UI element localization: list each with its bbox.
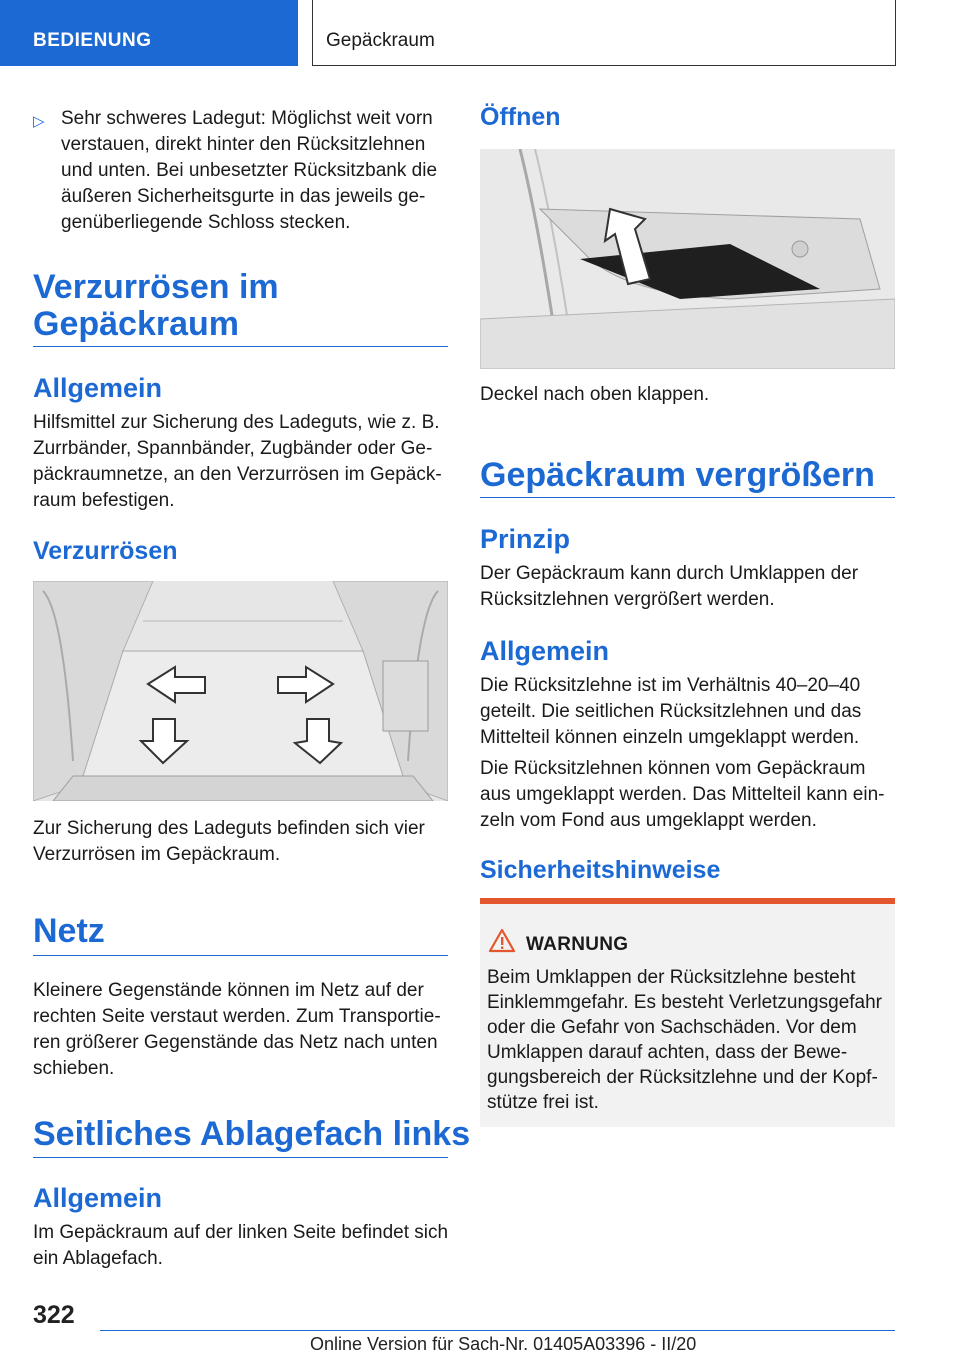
- trunk-illustration: [33, 581, 448, 801]
- paragraph-verzurroesen: Zur Sicherung des Ladeguts befinden sich vier Verzurrösen im Gepäckraum.: [33, 818, 425, 865]
- page-number: 322: [33, 1301, 75, 1329]
- subheading-allgemein-right: Allgemein: [480, 636, 610, 666]
- heading-ablagefach: Seitliches Ablagefach links: [33, 1115, 471, 1153]
- triangle-bullet-icon: ▷: [33, 113, 45, 130]
- section-label: BEDIENUNG: [33, 30, 152, 51]
- heading-vergroessern: Gepäckraum vergrößern: [480, 456, 875, 494]
- warning-box: [480, 898, 895, 1127]
- heading-netz: Netz: [33, 912, 105, 950]
- chapter-header: [312, 0, 896, 66]
- subheading-allgemein: Allgemein: [33, 373, 163, 403]
- paragraph-ablagefach: Im Gepäckraum auf der linken Seite befindet sich ein Ablagefach.: [33, 1222, 449, 1269]
- heading-rule: [480, 497, 895, 498]
- warning-text: Beim Umklappen der Rücksitzlehne besteht Einklemmgefahr. Es besteht Verletzungsgefahr oder die Gefahr von Sachschäden. Vor dem Umklappen darauf achten, dass der Bewegungsbereich der Rücksitzlehne und der Kopfstütze frei ist.: [487, 967, 883, 1113]
- warning-triangle-icon: [488, 928, 516, 954]
- subheading-prinzip: Prinzip: [480, 524, 571, 554]
- paragraph-allgemein: Hilfsmittel zur Sicherung des Ladeguts, wie z. B. Zurrbänder, Spannbänder, Zugbänder oder Gepäckraumnetze, an den Verzurrösen im Gepäckraum befestigen.: [33, 412, 442, 511]
- subheading-allgemein-ablage: Allgemein: [33, 1183, 163, 1213]
- warning-title: WARNUNG: [526, 934, 629, 955]
- paragraph-prinzip: Der Gepäckraum kann durch Umklappen der Rücksitzlehnen vergrößert werden.: [480, 563, 859, 610]
- bullet-item: [33, 106, 448, 236]
- subheading-sicherheitshinweise: Sicherheitshinweise: [480, 856, 721, 884]
- heading-verzurroesen-line2: Gepäckraum: [33, 305, 239, 343]
- subheading-verzurroesen: Verzurrösen: [33, 537, 178, 565]
- heading-rule: [33, 346, 448, 347]
- heading-verzurroesen-line1: Verzurrösen im: [33, 268, 279, 306]
- subheading-oeffnen: Öffnen: [480, 103, 561, 131]
- footer-text: Online Version für Sach-Nr. 01405A03396 - II/20: [310, 1334, 697, 1354]
- bullet-text: Sehr schweres Ladegut: Möglichst weit vorn verstauen, direkt hinter den Rücksitzlehnen und unten. Bei unbesetzter Rücksitzbank die äußeren Sicherheitsgurte in das jeweils gegenüberliegende Schloss stecken.: [61, 108, 438, 233]
- paragraph-oeffnen: Deckel nach oben klappen.: [480, 384, 710, 405]
- chapter-label: Gepäckraum: [326, 30, 435, 51]
- compartment-illustration: [480, 149, 895, 369]
- paragraph-allgemein-b: Die Rücksitzlehnen können vom Gepäckraum aus umgeklappt werden. Das Mittelteil kann einzeln vom Fond aus umgeklappt werden.: [480, 758, 885, 831]
- heading-verzurroesen: [33, 269, 448, 343]
- footer-rule: [100, 1330, 895, 1331]
- trunk-tiedown-image: [33, 581, 448, 801]
- paragraph-allgemein-a: Die Rücksitzlehne ist im Verhältnis 40–20–40 geteilt. Die seitlichen Rücksitzlehnen und das Mittelteil können einzeln umgeklappt werden.: [480, 675, 862, 748]
- section-tab: [0, 0, 298, 66]
- compartment-lid-image: [480, 149, 895, 369]
- heading-rule: [33, 1157, 448, 1158]
- paragraph-netz: Kleinere Gegenstände können im Netz auf der rechten Seite verstaut werden. Zum Transportieren größerer Gegenstände das Netz nach unten schieben.: [33, 980, 441, 1079]
- heading-rule: [33, 955, 448, 956]
